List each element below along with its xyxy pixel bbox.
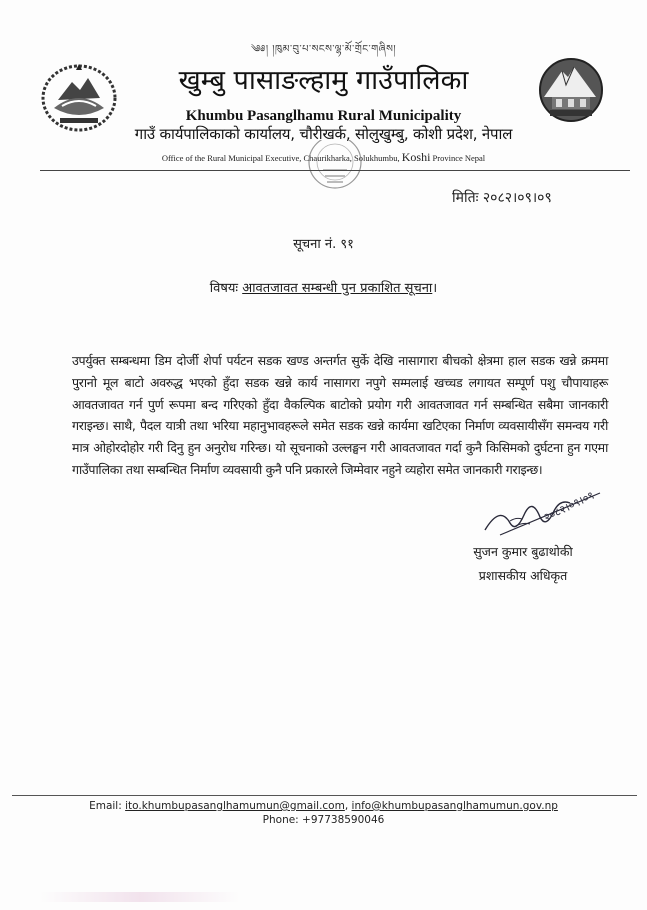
notice-body: उपर्युक्त सम्बन्धमा डिम दोर्जी शेर्पा पर्यटन सडक खण्ड अन्तर्गत सुर्के देखि नासागारा बीचको क्षेत्रमा हाल सडक खन्ने क्रममा पुरानो मूल बाटो अवरुद्ध भएको हुँदा सडक खन्ने कार्य नासागरा नपुगे सम्मलाई खच्चड लगायत सम्पूर्ण पशु चौपायाहरू आवतजावत गर्न पुर्ण रूपमा बन्द गरिएको हुँदा वैकल्पिक बाटोको प्रयोग गरी आवतजावत गर्न सम्बन्धित सबैमा जानकारी गराइन्छ। साथै, पैदल यात्री तथा भरिया महानुभावहरूले समेत सडक खन्ने कार्यमा खटिएका निर्माण व्यवसायीसँग समन्वय गरी मात्र ओहोरदोहोर गरी दिनु हुन अनुरोध गरिन्छ। यो सूचनाको उल्लङ्घन गरी आवतजावत गर्दा कुनै किसिमको दुर्घटना हुन गएमा गाउँपालिका तथा सम्बन्धित निर्माण व्यवसायी कुनै पनि प्रकारले जिम्मेवार नहुने व्यहोरा समेत जानकारी गराइन्छ। [72, 353, 608, 477]
office-address-english-koshi: Koshi [401, 150, 431, 164]
municipality-title-nepali: खुम्बु पासाङल्हामु गाउँपालिका [178, 65, 469, 96]
header-divider [40, 170, 630, 171]
email-link-info[interactable]: info@khumbupasanglhamumun.gov.np [351, 800, 558, 812]
footer-divider [12, 795, 637, 796]
subject-end: । [432, 281, 438, 296]
notice-date: मितिः २०८२।०९।०९ [452, 190, 552, 206]
signer-name: सुजन कुमार बुढाथोकी [473, 544, 573, 559]
subject-label: विषयः [209, 281, 243, 296]
signer-title: प्रशासकीय अधिकृत [478, 568, 568, 583]
email-link-ito[interactable]: ito.khumbupasanglhamumun@gmail.com [125, 800, 345, 812]
office-address-nepali: गाउँ कार्यपालिकाको कार्यालय, चौरीखर्क, सोलुखुम्बु, कोशी प्रदेश, नेपाल [134, 125, 513, 143]
email-separator: , [344, 800, 352, 812]
subject-text: आवतजावत सम्बन्धी पुन प्रकाशित सूचना [242, 281, 433, 296]
footer-phone: Phone: +97738590046 [262, 814, 385, 826]
scan-edge-tint [40, 892, 240, 902]
handwritten-signature [480, 485, 620, 545]
handwritten-date: २०८२।०९।०९ [541, 488, 597, 525]
notice-subject [0, 278, 647, 296]
municipality-title-english: Khumbu Pasanglhamu Rural Municipality [185, 108, 462, 124]
notice-number: सूचना नं. ९१ [293, 237, 354, 252]
footer-email-line [0, 800, 647, 812]
office-address-english-prefix: Office of the Rural Municipal Executive, Chaurikharka, Solukhumbu, [161, 153, 402, 163]
office-address-english-suffix: Province Nepal [430, 153, 486, 163]
tibetan-header-line: ༄༅། །ཁུམ་བུ་པ་སངས་ལྷ་མོ་གྲོང་གཞིས། [250, 44, 397, 55]
email-label: Email: [89, 800, 126, 812]
